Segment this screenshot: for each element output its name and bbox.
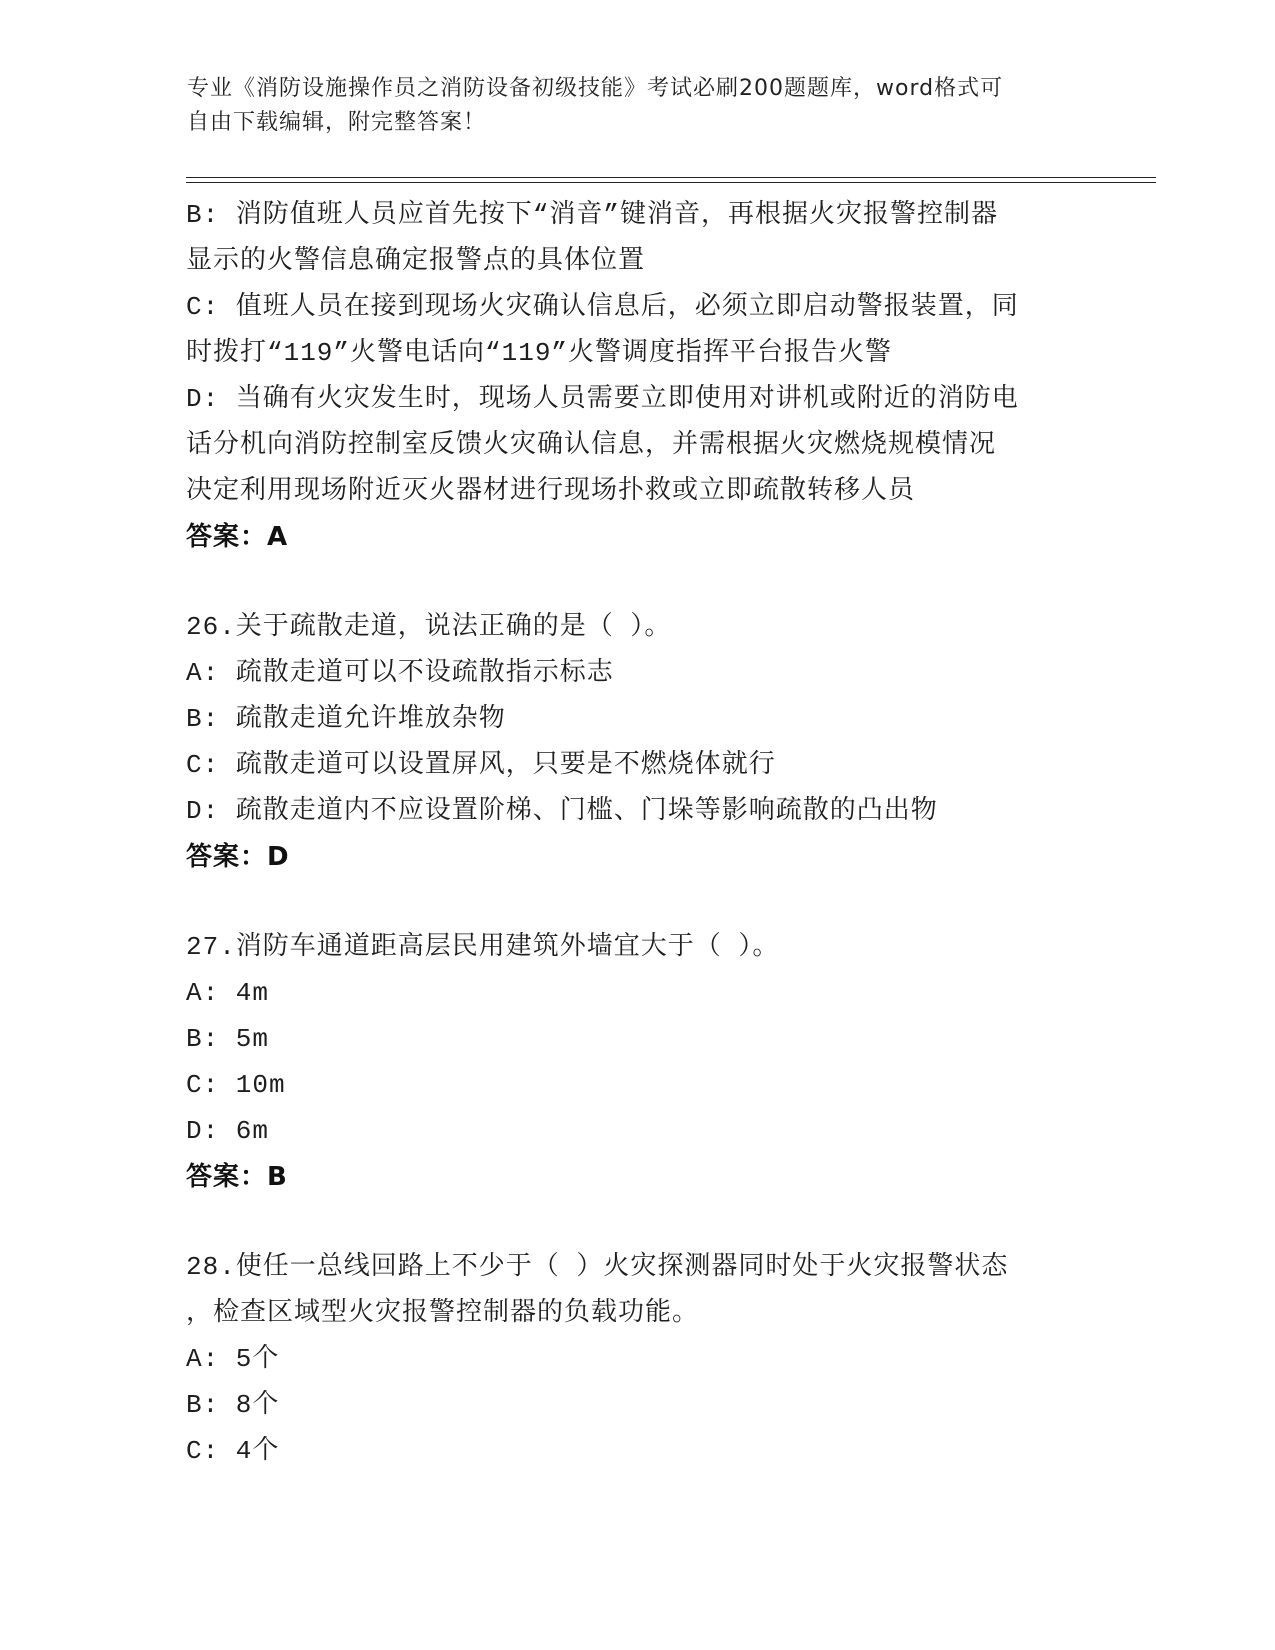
answer-line: 答案：D [186,842,290,872]
question-27 [186,924,1086,1200]
document-header [187,72,1067,140]
option-b: B: 疏散走道允许堆放杂物 [186,704,506,734]
question-25-continuation [186,192,1086,560]
option-d-line: 话分机向消防控制室反馈火灾确认信息，并需根据火灾燃烧规模情况 [186,430,997,460]
option-a: A: 4m [186,978,270,1008]
option-b: B: 8个 [186,1390,280,1420]
option-d-line: D: 当确有火灾发生时，现场人员需要立即使用对讲机或附近的消防电 [186,384,1019,414]
question-stem: 28.使任一总线回路上不少于（ ）火灾探测器同时处于火灾报警状态 [186,1252,1009,1282]
option-c: C: 10m [186,1070,286,1100]
option-c-line: C: 值班人员在接到现场火灾确认信息后，必须立即启动警报装置，同 [186,292,1019,322]
question-26 [186,604,1086,880]
answer-line: 答案：A [186,522,289,552]
option-b-line: 显示的火警信息确定报警点的具体位置 [186,246,646,276]
question-stem: ，检查区域型火灾报警控制器的负载功能。 [186,1298,700,1328]
question-stem: 26.关于疏散走道，说法正确的是（ ）。 [186,612,672,642]
header-divider-top [186,177,1156,178]
header-line-1: 专业《消防设施操作员之消防设备初级技能》考试必刷200题题库，word格式可 [187,76,1004,101]
option-c: C: 4个 [186,1436,280,1466]
option-b-line: B: 消防值班人员应首先按下“消音”键消音，再根据火灾报警控制器 [186,200,999,230]
question-stem: 27.消防车通道距高层民用建筑外墙宜大于（ ）。 [186,932,780,962]
option-d-line: 决定利用现场附近灭火器材进行现场扑救或立即疏散转移人员 [186,476,916,506]
option-a: A: 疏散走道可以不设疏散指示标志 [186,658,614,688]
option-d: D: 6m [186,1116,270,1146]
question-28 [186,1244,1086,1474]
option-c: C: 疏散走道可以设置屏风，只要是不燃烧体就行 [186,750,776,780]
option-d: D: 疏散走道内不应设置阶梯、门槛、门垛等影响疏散的凸出物 [186,796,938,826]
option-a: A: 5个 [186,1344,280,1374]
answer-line: 答案：B [186,1162,288,1192]
option-b: B: 5m [186,1024,270,1054]
option-c-line: 时拨打“119”火警电话向“119”火警调度指挥平台报告火警 [186,338,893,368]
question-content [186,192,1086,1474]
header-line-2: 自由下载编辑，附完整答案！ [187,110,487,135]
header-divider-bottom [186,182,1156,183]
